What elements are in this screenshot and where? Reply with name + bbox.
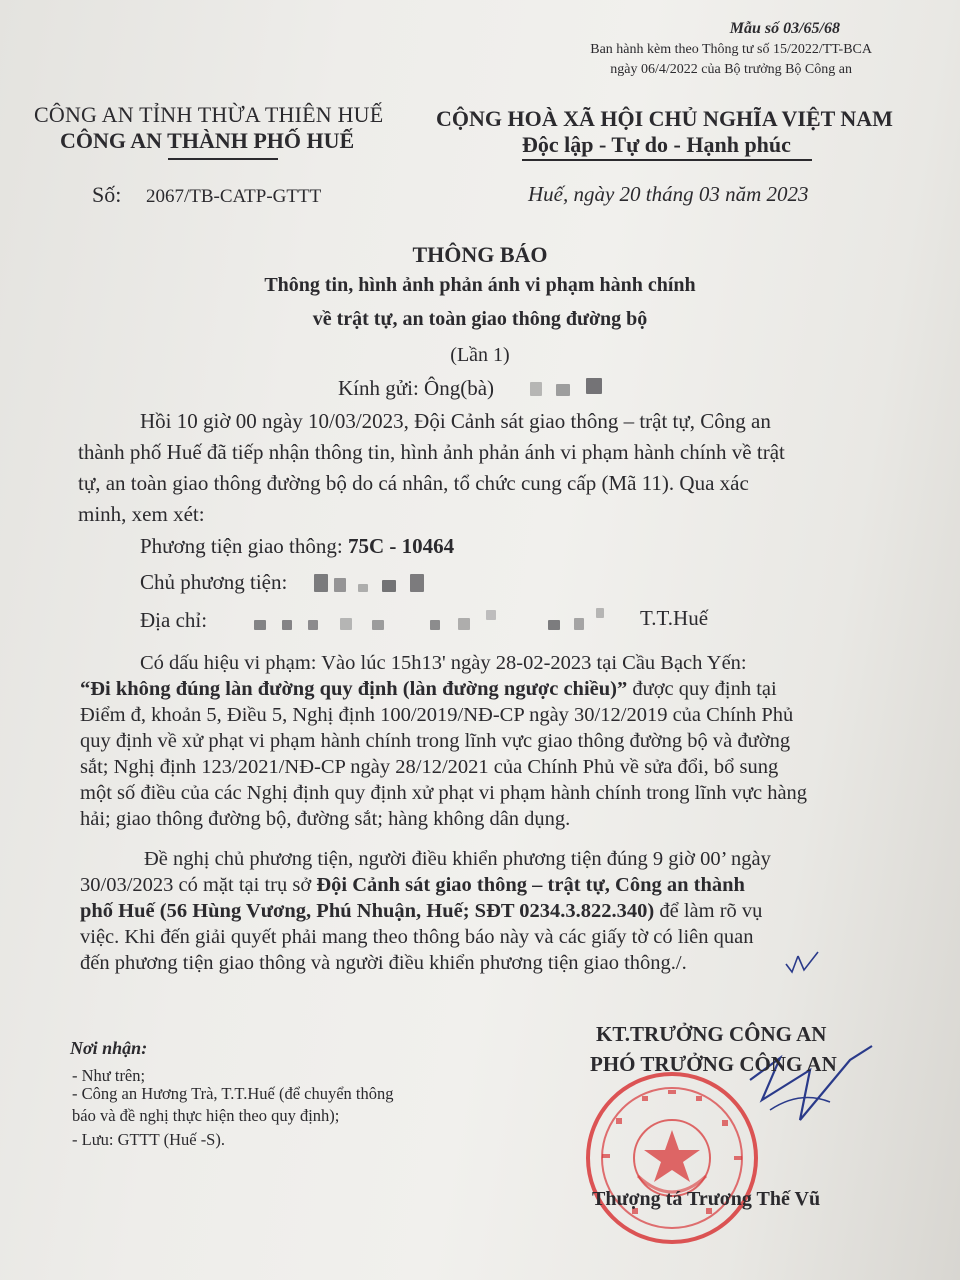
violation-quote: “Đi không đúng làn đường quy định (làn đường ngược chiều)” (80, 678, 628, 700)
vehicle-row (140, 534, 454, 559)
violation-quote-line (80, 676, 890, 702)
issuance-note-line2: ngày 06/4/2022 của Bộ trưởng Bộ Công an (610, 62, 852, 77)
redacted-address (458, 618, 470, 630)
notice-count: (Lần 1) (450, 344, 510, 366)
redacted-address (596, 608, 604, 618)
signature-title-line1: KT.TRƯỞNG CÔNG AN (596, 1022, 827, 1046)
recipient-item: - Công an Hương Trà, T.T.Huế (để chuyển thông (72, 1084, 394, 1103)
intro-line: thành phố Huế đã tiếp nhận thông tin, hình ảnh phản ánh vi phạm hành chính về trật (78, 440, 785, 464)
request-paragraph (80, 846, 890, 976)
national-title: CỘNG HOÀ XÃ HỘI CHỦ NGHĨA VIỆT NAM (436, 106, 893, 131)
intro-line: minh, xem xét: (78, 502, 205, 526)
document-number-label: Số: (92, 182, 122, 207)
parent-agency: CÔNG AN TỈNH THỪA THIÊN HUẾ (34, 102, 384, 127)
request-line (80, 872, 890, 898)
issuing-agency: CÔNG AN THÀNH PHỐ HUẾ (60, 128, 355, 153)
request-line: Đề nghị chủ phương tiện, người điều khiển phương tiện đúng 9 giờ 00’ ngày (144, 848, 771, 870)
vehicle-label: Phương tiện giao thông: (140, 534, 343, 558)
redacted-name (586, 378, 602, 394)
recipient-item: - Như trên; (72, 1066, 146, 1085)
intro-line: tự, an toàn giao thông đường bộ do cá nhân, tổ chức cung cấp (Mã 11). Qua xác (78, 471, 749, 495)
police-address: phố Huế (56 Hùng Vương, Phú Nhuận, Huế; SĐT 0234.3.822.340) (80, 900, 655, 922)
agency-underline (168, 158, 278, 160)
violation-line: một số điều của các Nghị định quy định xử phạt vi phạm hành chính trong lĩnh vực hàng (80, 782, 808, 804)
violation-line: hải; giao thông đường bộ, đường sắt; hàng không dân dụng. (80, 808, 571, 830)
redacted-address (340, 618, 352, 630)
request-text: để làm rõ vụ (654, 900, 763, 922)
redacted-name (556, 384, 570, 396)
recipients-title: Nơi nhận: (70, 1038, 148, 1058)
document-number: 2067/TB-CATP-GTTT (146, 186, 322, 207)
redacted-address (430, 620, 440, 630)
document-subtitle-line2: về trật tự, an toàn giao thông đường bộ (312, 308, 648, 330)
handwritten-tick-icon (784, 950, 820, 978)
motto-underline (522, 159, 812, 161)
intro-line: Hồi 10 giờ 00 ngày 10/03/2023, Đội Cảnh sát giao thông – trật tự, Công an (140, 409, 771, 433)
request-line: việc. Khi đến giải quyết phải mang theo thông báo này và các giấy tờ có liên quan (80, 926, 754, 948)
redacted-address (282, 620, 292, 630)
address-province: T.T.Huế (640, 606, 709, 630)
request-line (80, 898, 890, 924)
violation-line: Điểm đ, khoản 5, Điều 5, Nghị định 100/2019/NĐ-CP ngày 30/12/2019 của Chính Phủ (80, 704, 794, 726)
license-plate: 75C - 10464 (347, 534, 455, 558)
recipient-item: báo và đề nghị thực hiện theo quy định); (72, 1106, 340, 1125)
violation-line: sắt; Nghị định 123/2021/NĐ-CP ngày 28/12/2021 của Chính Phủ về sửa đổi, bổ sung (80, 756, 779, 778)
redacted-address (548, 620, 560, 630)
owner-label: Chủ phương tiện: (140, 570, 288, 594)
document-title: THÔNG BÁO (412, 242, 548, 267)
redacted-address (372, 620, 384, 630)
redacted-address (486, 610, 496, 620)
redacted-address (254, 620, 266, 630)
document-date: Huế, ngày 20 tháng 03 năm 2023 (528, 182, 809, 206)
redacted-name (530, 382, 542, 396)
redacted-owner (334, 578, 346, 592)
violation-quote-after: được quy định tại (627, 678, 777, 700)
redacted-owner (382, 580, 396, 592)
redacted-owner (314, 574, 328, 592)
request-line: đến phương tiện giao thông và người điều khiển phương tiện giao thông./. (80, 952, 687, 974)
signer-name: Thượng tá Trương Thế Vũ (592, 1188, 821, 1210)
document-subtitle-line1: Thông tin, hình ảnh phản ánh vi phạm hành chính (264, 274, 696, 296)
redacted-owner (410, 574, 424, 592)
address-label: Địa chỉ: (140, 608, 208, 632)
signature-title-line2: PHÓ TRƯỞNG CÔNG AN (590, 1052, 837, 1076)
national-motto: Độc lập - Tự do - Hạnh phúc (522, 132, 791, 157)
recipient-item: - Lưu: GTTT (Huế -S). (72, 1130, 225, 1149)
police-unit: Đội Cảnh sát giao thông – trật tự, Công an thành (316, 874, 745, 896)
form-number: Mẫu số 03/65/68 (729, 20, 840, 37)
violation-line: quy định về xử phạt vi phạm hành chính trong lĩnh vực giao thông đường bộ và đường (80, 730, 791, 752)
redacted-owner (358, 584, 368, 592)
redacted-address (308, 620, 318, 630)
issuance-note-line1: Ban hành kèm theo Thông tư số 15/2022/TT-BCA (590, 42, 872, 57)
request-text: 30/03/2023 có mặt tại trụ sở (80, 874, 317, 896)
violation-paragraph (80, 650, 890, 832)
redacted-address (574, 618, 584, 630)
addressee-label: Kính gửi: Ông(bà) (338, 376, 495, 400)
violation-line: Có dấu hiệu vi phạm: Vào lúc 15h13' ngày 28-02-2023 tại Cầu Bạch Yến: (140, 652, 747, 674)
